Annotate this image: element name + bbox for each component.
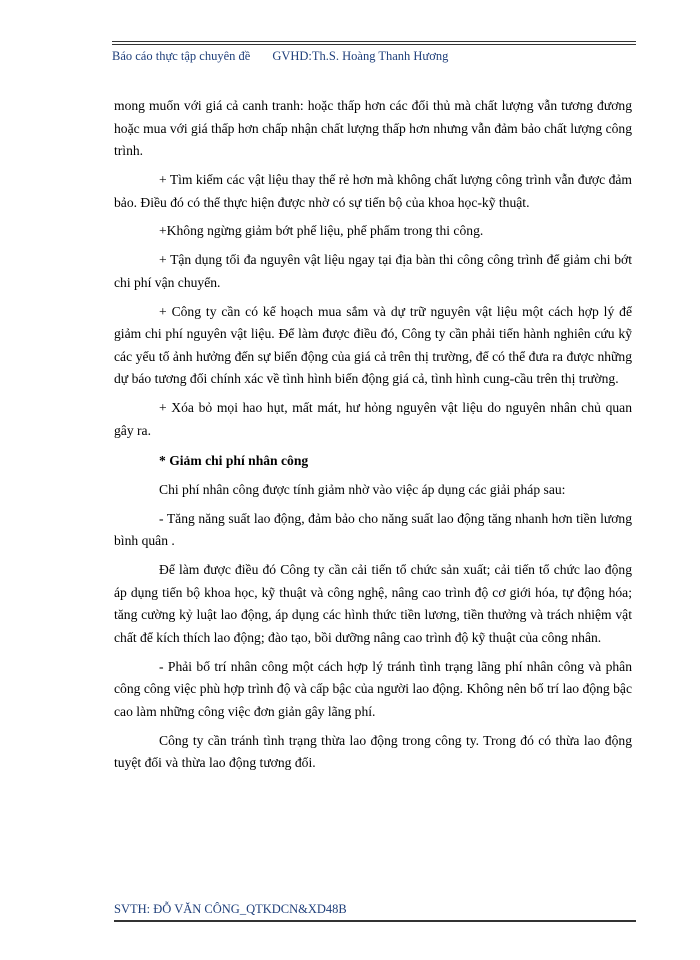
footer-author: SVTH: ĐỖ VĂN CÔNG_QTKDCN&XD48B — [114, 902, 347, 916]
paragraph: Để làm được điều đó Công ty cần cải tiến tổ chức sản xuất; cải tiến tổ chức lao động áp dụng tiến bộ khoa học, kỹ thuật và công nghệ, nâng cao trình độ cơ giới hóa, tự động hóa; tăng cường kỷ luật lao động, áp dụng các hình thức tiền lương, tiền thưởng và trách nhiệm vật chất để kích thích lao động; đào tạo, bồi dưỡng nâng cao trình độ kỹ thuật của công nhân. — [114, 562, 632, 645]
paragraph: + Tìm kiếm các vật liệu thay thế rẻ hơn mà không chất lượng công trình vẫn được đảm bảo. Điều đó có thể thực hiện được nhờ có sự tiến bộ của khoa học-kỹ thuật. — [114, 171, 632, 210]
paragraph: - Tăng năng suất lao động, đảm bảo cho năng suất lao động tăng nhanh hơn tiền lương bình quân . — [114, 510, 632, 549]
paragraph: - Phải bố trí nhân công một cách hợp lý tránh tình trạng lãng phí nhân công và phân công công việc phù hợp trình độ và cấp bậc của người lao động. Không nên bố trí lao động bậc cao làm những công việc đơn giản gây lãng phí. — [114, 658, 632, 719]
header-supervisor: GVHD:Th.S. Hoàng Thanh Hương — [272, 49, 449, 63]
header-rule — [112, 41, 636, 45]
header-report-title: Báo cáo thực tập chuyên đề — [112, 49, 251, 63]
footer-rule — [114, 920, 636, 922]
paragraph: +Không ngừng giảm bớt phế liệu, phế phẩm trong thi công. — [159, 223, 484, 239]
paragraph: mong muốn với giá cả canh tranh: hoặc thấp hơn các đối thủ mà chất lượng vẫn tương đương hoặc mua với giá thấp hơn chấp nhận chất lượng thấp hơn nhưng vẫn đảm bảo chất lượng công trình. — [114, 98, 632, 159]
paragraph: + Xóa bỏ mọi hao hụt, mất mát, hư hỏng nguyên vật liệu do nguyên nhân chủ quan gây ra. — [114, 400, 632, 438]
page-footer — [114, 902, 636, 922]
paragraph: Chi phí nhân công được tính giảm nhờ vào việc áp dụng các giải pháp sau: — [159, 482, 566, 498]
paragraph: Công ty cần tránh tình trạng thừa lao động trong công ty. Trong đó có thừa lao động tuyệt đối và thừa lao động tương đối. — [114, 732, 632, 771]
document-body — [114, 95, 632, 781]
page-header — [112, 41, 636, 64]
paragraph: + Tận dụng tối đa nguyên vật liệu ngay tại địa bàn thi công công trình để giảm chi bớt chi phí vận chuyển. — [114, 252, 632, 290]
header-text — [112, 49, 636, 64]
section-heading: * Giảm chi phí nhân công — [159, 453, 309, 469]
paragraph: + Công ty cần có kế hoạch mua sắm và dự trữ nguyên vật liệu một cách hợp lý để giảm chi phí nguyên vật liệu. Để làm được điều đó, Công ty cần phải tiến hành nghiên cứu kỹ các yếu tố ảnh hưởng đến sự biến động của giá cả trên thị trường, để có thể đưa ra được những dự báo tương đối chính xác về tình hình biến động giá cả, tình hình cung-cầu trên thị trường. — [114, 303, 632, 387]
